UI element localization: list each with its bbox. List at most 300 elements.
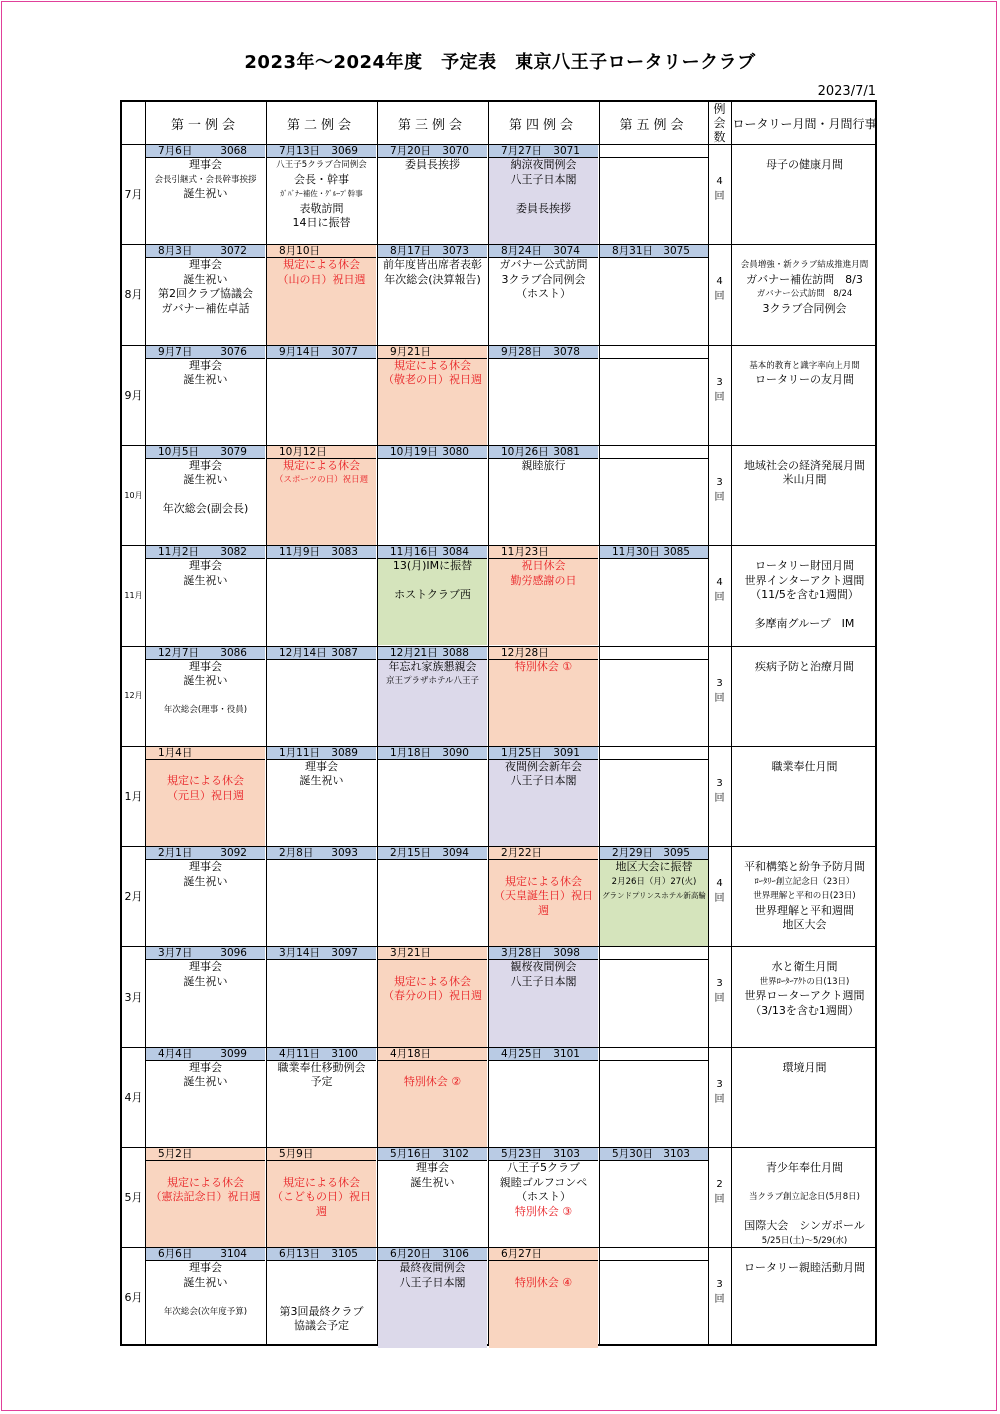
meeting-number: 3093: [331, 847, 358, 860]
meeting-number: 3105: [331, 1248, 358, 1261]
meeting-line: 京王プラザホテル八王子: [385, 676, 480, 686]
meeting-count: [708, 1177, 731, 1207]
meeting-line: ガバナー公式訪問: [499, 258, 588, 272]
monthly-event-line: 多摩南グループ IM: [754, 617, 855, 631]
meeting-date-header: [146, 747, 265, 760]
meeting-date-header: [146, 647, 265, 660]
meeting-date: 10月12日: [279, 445, 327, 458]
meeting-line: 理事会: [189, 559, 222, 573]
meeting-date-header: [489, 747, 598, 760]
header-fifth-meeting: 第五例会: [619, 117, 688, 133]
meeting-date: 10月26日: [501, 445, 549, 458]
meeting-number: 3101: [553, 1047, 580, 1060]
header-monthly-events: ロータリー月間・月間行事: [732, 116, 877, 131]
meeting-cell: [267, 459, 376, 545]
meeting-line: 誕生祝い: [183, 272, 228, 286]
meeting-cell: [146, 760, 265, 846]
meeting-cell: [267, 258, 376, 344]
meeting-date-header: [146, 1148, 265, 1161]
meeting-cell: [146, 960, 265, 1046]
meeting-date-header: [600, 747, 708, 760]
meeting-cell: [378, 158, 487, 244]
month-label: 8月: [124, 288, 143, 302]
meeting-line: グランドプリンスホテル新高輪: [602, 891, 706, 901]
meeting-count-line: 3: [716, 376, 723, 388]
meeting-date: 1月11日: [279, 746, 321, 759]
meeting-number: 3072: [220, 245, 247, 258]
meeting-date: 1月25日: [501, 746, 543, 759]
meeting-line: 年忘れ家族懇親会: [388, 659, 477, 673]
meeting-line: （元旦）祝日週: [167, 788, 244, 802]
meeting-date: 6月13日: [279, 1248, 321, 1261]
meeting-cell: [378, 258, 487, 344]
header-fourth-meeting: 第四例会: [508, 117, 577, 133]
meeting-count: [708, 1077, 731, 1107]
meeting-line: [146, 488, 265, 503]
meeting-cell: [378, 359, 487, 445]
meeting-line: 誕生祝い: [183, 573, 228, 587]
meeting-number: 3092: [220, 847, 247, 860]
meeting-cell: [489, 158, 598, 244]
meeting-date: 11月30日: [612, 546, 660, 559]
header-second-meeting: 第二例会: [286, 117, 355, 133]
meeting-date-header: [489, 847, 598, 860]
meeting-line: [489, 187, 598, 202]
meeting-line: 理事会: [189, 1261, 222, 1275]
meeting-line: （ホスト）: [516, 1190, 571, 1203]
meeting-count-line: 3: [716, 677, 723, 689]
meeting-line: [489, 860, 598, 875]
meeting-date: 11月23日: [501, 546, 549, 559]
monthly-event-line: 世界理解と平和週間: [755, 903, 854, 917]
meeting-date-header: [146, 1048, 265, 1061]
meeting-date-header: [489, 1248, 598, 1261]
meeting-cell: [267, 1061, 376, 1147]
meeting-line: 年次総会(理事・役員): [163, 705, 248, 715]
meeting-number: 3088: [442, 646, 469, 659]
meeting-date: 3月7日: [158, 947, 193, 960]
meeting-line: 誕生祝い: [183, 373, 228, 387]
meeting-cell: [267, 860, 376, 946]
monthly-events: [732, 459, 877, 488]
meeting-date-header: [378, 847, 487, 860]
meeting-line: 理事会: [416, 1161, 449, 1174]
header-meeting-count: [708, 102, 731, 144]
meeting-line: （スポーツの日）祝日週: [274, 475, 369, 486]
meeting-date: 6月6日: [158, 1248, 193, 1261]
monthly-event-line: ガバナー補佐訪問 8/3: [746, 272, 863, 286]
meeting-date-header: [267, 1148, 376, 1161]
monthly-events: [732, 860, 877, 933]
meeting-date-header: [378, 245, 487, 258]
meeting-line: 年次総会(次年度予算): [163, 1306, 248, 1317]
meeting-number: 3075: [663, 245, 690, 258]
meeting-date-header: [600, 245, 708, 258]
meeting-date: 2月8日: [279, 847, 314, 860]
meeting-date: 5月9日: [279, 1148, 314, 1160]
meeting-cell: [146, 860, 265, 946]
month-label: 10月: [124, 490, 143, 500]
meeting-cell: [378, 559, 487, 645]
meeting-date: 10月5日: [158, 445, 200, 458]
meeting-cell: [267, 559, 376, 645]
month-label: 5月: [124, 1191, 143, 1205]
meeting-cell: [267, 760, 376, 846]
meeting-date: 9月21日: [390, 345, 432, 358]
month-label: 3月: [124, 990, 143, 1004]
meeting-date-header: [267, 546, 376, 559]
meeting-cell: [267, 960, 376, 1046]
meeting-count-line: 回: [714, 491, 725, 503]
meeting-number: 3095: [663, 847, 690, 860]
meeting-number: 3079: [220, 445, 247, 458]
meeting-date-header: [267, 346, 376, 359]
monthly-event-line: ロータリー親睦活動月間: [744, 1261, 865, 1275]
monthly-events: [732, 660, 877, 675]
meeting-date-header: [378, 446, 487, 459]
meeting-line: ホストクラブ西: [394, 588, 471, 602]
meeting-line: 理事会: [189, 1060, 222, 1074]
meeting-count-line: 4: [716, 878, 723, 890]
monthly-event-line: 当クラブ創立記念日(5月8日): [749, 1192, 860, 1202]
meeting-line: 委員長挨拶: [516, 201, 571, 215]
month-label: 7月: [124, 188, 143, 202]
monthly-event-line: 平和構築と紛争予防月間: [744, 860, 865, 874]
meeting-line: 八王子5クラブ合同例会: [276, 160, 367, 170]
meeting-date: 8月24日: [501, 245, 543, 258]
meeting-count-line: 回: [714, 893, 725, 905]
meeting-cell: [489, 1261, 598, 1347]
meeting-line: 規定による休会: [283, 1175, 360, 1189]
monthly-events: [732, 359, 877, 388]
monthly-event-line: 国際大会 シンガポール: [744, 1219, 865, 1232]
monthly-event-line: 世界インターアクト週間: [744, 573, 865, 587]
meeting-number: 3103: [663, 1148, 690, 1160]
meeting-date: 7月6日: [158, 145, 193, 157]
meeting-date-header: [600, 847, 708, 860]
meeting-date: 4月25日: [501, 1047, 543, 1060]
meeting-date-header: [378, 947, 487, 960]
meeting-date-header: [600, 1248, 708, 1261]
meeting-cell: [146, 1161, 265, 1247]
monthly-events: [732, 1061, 877, 1076]
meeting-line: 13(月)IMに振替: [392, 559, 473, 573]
month-label: 2月: [124, 890, 143, 904]
meeting-cell: [600, 1261, 708, 1347]
meeting-date-header: [489, 1148, 598, 1161]
meeting-line: ガバナー補佐卓話: [161, 301, 250, 315]
meeting-line: （春分の日）祝日週: [383, 989, 482, 1003]
meeting-line: 第2回クラブ協議会: [158, 287, 253, 301]
meeting-count-line: 回: [714, 1294, 725, 1306]
meeting-count-line: 回: [714, 692, 725, 704]
meeting-cell: [600, 258, 708, 344]
meeting-line: 前年度皆出席者表彰: [383, 258, 482, 272]
meeting-number: 3074: [553, 245, 580, 258]
meeting-line: 予定: [310, 1075, 333, 1089]
meeting-line: 理事会: [189, 860, 222, 874]
meeting-line: 八王子5クラブ: [507, 1161, 580, 1174]
meeting-count: [708, 976, 731, 1006]
monthly-event-line: （3/13を含む1週間）: [750, 1003, 859, 1017]
meeting-number: 3069: [331, 145, 358, 157]
meeting-date-header: [146, 245, 265, 258]
meeting-line: 規定による休会: [394, 358, 471, 372]
meeting-line: 特別休会 ①: [514, 659, 573, 673]
meeting-date-header: [489, 947, 598, 960]
meeting-cell: [489, 1161, 598, 1247]
monthly-event-line: [732, 1205, 877, 1220]
monthly-event-line: ロータリーの友月間: [755, 373, 854, 387]
meeting-number: 3097: [331, 947, 358, 960]
meeting-line: 協議会予定: [294, 1319, 349, 1333]
meeting-count-line: 4: [716, 276, 723, 288]
meeting-date-header: [600, 647, 708, 660]
meeting-date: 3月14日: [279, 947, 321, 960]
meeting-line: 八王子日本閣: [510, 774, 577, 788]
meeting-line: [146, 689, 265, 704]
meeting-line: 規定による休会: [394, 974, 471, 988]
monthly-event-line: 地域社会の経済発展月間: [744, 458, 865, 472]
meeting-cell: [489, 960, 598, 1046]
meeting-date-header: [600, 145, 708, 158]
meeting-line: 第3回最終クラブ: [279, 1304, 364, 1318]
monthly-event-line: 職業奉仕月間: [771, 759, 838, 773]
meeting-cell: [600, 760, 708, 846]
meeting-date: 5月2日: [158, 1148, 193, 1160]
meeting-count-line: 回: [714, 792, 725, 804]
meeting-line: 規定による休会: [505, 874, 582, 888]
meeting-date: 1月4日: [158, 746, 193, 759]
meeting-line: [267, 1161, 376, 1176]
meeting-number: 3094: [442, 847, 469, 860]
meeting-date: 5月23日: [501, 1148, 543, 1160]
meeting-date-header: [378, 1148, 487, 1161]
meeting-line: 職業奉仕移動例会: [277, 1060, 366, 1074]
meeting-date-header: [267, 947, 376, 960]
meeting-date: 11月2日: [158, 546, 200, 559]
monthly-event-line: [732, 603, 877, 618]
meeting-date-header: [146, 446, 265, 459]
meeting-date: 3月21日: [390, 947, 432, 960]
meeting-line: 理事会: [189, 960, 222, 974]
header-first-meeting: 第一例会: [170, 117, 239, 133]
monthly-event-line: （11/5を含む1週間）: [750, 588, 859, 602]
meeting-date-header: [378, 1248, 487, 1261]
meeting-cell: [146, 1061, 265, 1147]
meeting-line: ｶﾞﾊﾞﾅｰ補佐・ｸﾞﾙｰﾌﾟ幹事: [280, 189, 363, 198]
meeting-line: 親睦旅行: [521, 458, 566, 472]
meeting-line: 理事会: [189, 258, 222, 272]
meeting-cell: [378, 760, 487, 846]
meeting-line: 3クラブ合同例会: [501, 272, 586, 286]
meeting-date: 12月14日: [279, 646, 327, 659]
meeting-line: 誕生祝い: [183, 974, 228, 988]
meeting-line: （山の日）祝日週: [277, 272, 366, 286]
meeting-number: 3083: [331, 546, 358, 559]
meeting-date: 5月30日: [612, 1148, 654, 1160]
meeting-date-header: [489, 647, 598, 660]
meeting-cell: [489, 1061, 598, 1147]
meeting-cell: [600, 960, 708, 1046]
header-third-meeting: 第三例会: [397, 117, 466, 133]
meeting-date-header: [489, 145, 598, 158]
meeting-line: 表敬訪問: [299, 201, 344, 215]
meeting-date: 6月27日: [501, 1248, 543, 1261]
meeting-number: 3090: [442, 746, 469, 759]
meeting-date: 6月20日: [390, 1248, 432, 1261]
monthly-event-line: 3クラブ合同例会: [762, 301, 847, 315]
monthly-event-line: 青少年奉仕月間: [766, 1161, 843, 1174]
meeting-count: [708, 475, 731, 505]
meeting-cell: [146, 359, 265, 445]
meeting-date: 8月17日: [390, 245, 432, 258]
meeting-line: [146, 760, 265, 775]
meeting-date-header: [267, 245, 376, 258]
meeting-line: （ホスト）: [516, 287, 571, 301]
meeting-line: 納涼夜間例会: [510, 158, 577, 171]
meeting-date: 8月10日: [279, 245, 321, 258]
meeting-count: [708, 676, 731, 706]
meeting-date-header: [146, 346, 265, 359]
meeting-line: 誕生祝い: [183, 187, 228, 200]
meeting-cell: [600, 1061, 708, 1147]
meeting-cell: [146, 459, 265, 545]
meeting-number: 3076: [220, 345, 247, 358]
meeting-number: 3096: [220, 947, 247, 960]
meeting-line: 観桜夜間例会: [510, 960, 577, 974]
meeting-count: [708, 876, 731, 906]
meeting-number: 3084: [442, 546, 469, 559]
meeting-date-header: [489, 346, 598, 359]
meeting-cell: [489, 359, 598, 445]
meeting-number: 3070: [442, 145, 469, 157]
meeting-line: [378, 574, 487, 589]
monthly-event-line: 世界理解と平和の日(23日): [753, 891, 856, 902]
meeting-line: 誕生祝い: [410, 1175, 455, 1189]
meeting-date: 4月11日: [279, 1047, 321, 1060]
meeting-line: 特別休会 ③: [514, 1204, 573, 1218]
meeting-date: 4月18日: [390, 1047, 432, 1060]
meeting-date-header: [378, 346, 487, 359]
meeting-line: 誕生祝い: [183, 674, 228, 687]
meeting-line: 八王子日本閣: [510, 172, 577, 186]
meeting-date-header: [489, 546, 598, 559]
meeting-date: 12月28日: [501, 646, 549, 659]
meeting-date: 8月31日: [612, 245, 654, 258]
meeting-date: 5月16日: [390, 1148, 432, 1160]
meeting-line: 会長引継式・会長幹事挨拶: [154, 174, 257, 185]
meeting-date: 7月20日: [390, 145, 432, 157]
meeting-date: 2月22日: [501, 847, 543, 860]
meeting-line: 14日に振替: [292, 216, 351, 229]
meeting-number: 3089: [331, 746, 358, 759]
meeting-date-header: [146, 947, 265, 960]
meeting-date: 2月15日: [390, 847, 432, 860]
meeting-line: 夜間例会新年会: [505, 759, 582, 773]
meeting-date: 12月7日: [158, 646, 200, 659]
meeting-date-header: [489, 446, 598, 459]
meeting-count-line: 回: [714, 191, 725, 202]
meeting-line: （敬老の日）祝日週: [383, 373, 482, 387]
meeting-line: 勤労感謝の日: [510, 573, 577, 587]
meeting-line: 誕生祝い: [299, 774, 344, 788]
meeting-cell: [146, 158, 265, 244]
meeting-count-line: 2: [716, 1179, 723, 1190]
meeting-line: 会長・幹事: [294, 172, 349, 186]
meeting-cell: [378, 459, 487, 545]
header-count-char-3: 数: [713, 130, 726, 144]
meeting-cell: [378, 1061, 487, 1147]
meeting-date-header: [267, 1248, 376, 1261]
meeting-count-line: 3: [716, 1279, 723, 1291]
meeting-number: 3078: [553, 345, 580, 358]
meeting-count-line: 回: [714, 291, 725, 303]
meeting-number: 3086: [220, 646, 247, 659]
meeting-cell: [600, 660, 708, 746]
meeting-count-line: 4: [716, 176, 723, 187]
monthly-event-line: 世界ローターアクト週間: [744, 989, 865, 1003]
meeting-cell: [146, 258, 265, 344]
meeting-date: 9月28日: [501, 345, 543, 358]
meeting-number: 3104: [220, 1248, 247, 1261]
meeting-number: 3082: [220, 546, 247, 559]
meeting-line: （こどもの日）祝日週: [272, 1190, 371, 1218]
meeting-line: 理事会: [189, 158, 222, 171]
meeting-date-header: [600, 947, 708, 960]
meeting-line: [146, 1290, 265, 1305]
meeting-date: 2月1日: [158, 847, 193, 860]
meeting-date-header: [378, 145, 487, 158]
meeting-number: 3103: [553, 1148, 580, 1160]
meeting-count-line: 3: [716, 1078, 723, 1090]
monthly-events: [732, 960, 877, 1018]
meeting-line: 理事会: [189, 458, 222, 472]
monthly-event-line: 水と衛生月間: [771, 960, 838, 974]
meeting-line: 誕生祝い: [183, 473, 228, 487]
meeting-count-line: 回: [714, 1093, 725, 1105]
monthly-event-line: 5/25日(土)～5/29(水): [761, 1235, 848, 1246]
meeting-date-header: [600, 446, 708, 459]
meeting-number: 3102: [442, 1148, 469, 1160]
meeting-count: [708, 274, 731, 304]
meeting-cell: [267, 1161, 376, 1247]
meeting-line: 誕生祝い: [183, 1275, 228, 1289]
meeting-date: 7月27日: [501, 145, 543, 157]
meeting-count: [708, 174, 731, 204]
meeting-line: [267, 1276, 376, 1291]
meeting-count: [708, 776, 731, 806]
meeting-number: 3077: [331, 345, 358, 358]
meeting-date: 11月16日: [390, 546, 438, 559]
month-label: 9月: [124, 388, 143, 402]
meeting-cell: [378, 1261, 487, 1347]
meeting-cell: [378, 960, 487, 1046]
meeting-date: 7月13日: [279, 145, 321, 157]
meeting-line: [378, 1061, 487, 1076]
meeting-cell: [489, 559, 598, 645]
meeting-count-line: 3: [716, 777, 723, 789]
meeting-cell: [600, 559, 708, 645]
monthly-event-line: [732, 1176, 877, 1191]
meeting-date: 11月9日: [279, 546, 321, 559]
meeting-line: [146, 1161, 265, 1176]
meeting-line: 規定による休会: [283, 258, 360, 272]
meeting-cell: [600, 359, 708, 445]
meeting-line: 理事会: [305, 759, 338, 773]
meeting-line: 2月26日（月）27(火): [611, 876, 697, 887]
meeting-count-line: 回: [714, 993, 725, 1005]
